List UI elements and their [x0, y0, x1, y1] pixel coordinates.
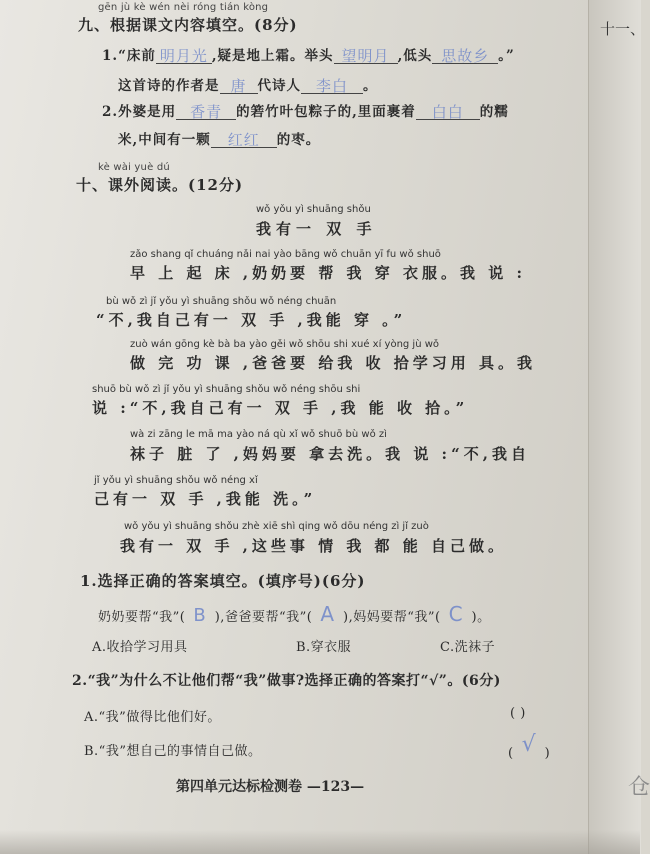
- sec9-q1-line2: [118, 74, 378, 94]
- option-c: C.洗袜子: [440, 640, 496, 655]
- answer-6: 香青: [190, 103, 223, 121]
- answer-4: 唐: [230, 77, 247, 95]
- story-line-7: 我有一 双 手 ,这些事 情 我 都 能 自己做。: [120, 537, 508, 555]
- answer-5: 李白: [315, 77, 348, 95]
- blank-6[interactable]: [176, 101, 236, 120]
- option-a: A.收拾学习用具: [92, 640, 188, 655]
- q1-line2-c: 。: [363, 78, 378, 94]
- answer-2: 望明月: [341, 47, 390, 65]
- q2-line2-a: 米,中间有一颗: [118, 132, 211, 148]
- q1-text-b: ,疑是地上霜。举头: [211, 48, 334, 64]
- checkmark-icon: √: [521, 732, 537, 757]
- answer-8: 红红: [227, 131, 260, 149]
- sec9-q2-line2: [118, 128, 320, 148]
- story-line-7-pinyin: wǒ yǒu yì shuāng shǒu zhè xiē shì qing wǒ dōu néng zì jǐ zuò: [124, 521, 429, 532]
- answer-7: 白白: [431, 103, 464, 121]
- sec10-title: 十、课外阅读。(12分): [76, 176, 244, 194]
- blank-1[interactable]: [156, 45, 212, 64]
- reading-q2: 2.“我”为什么不让他们帮“我”做事?选择正确的答案打“√”。(6分): [72, 673, 501, 689]
- q1-text-a: 1.“床前: [102, 48, 156, 64]
- reading-q1-sentence: [98, 602, 491, 626]
- paren-close: ): [544, 746, 551, 761]
- answer-1: 明月光: [159, 47, 208, 65]
- sec9-q2-line1: [102, 100, 509, 120]
- blank-4[interactable]: [220, 75, 258, 94]
- q1-sent-b: ),爸爸要帮“我”(: [214, 610, 313, 625]
- story-line-5-pinyin: wà zi zāng le mā ma yào ná qù xǐ wǒ shuō bù wǒ zì: [130, 429, 387, 440]
- story-title: 我有一 双 手: [256, 220, 377, 238]
- q1-answer-1[interactable]: B: [193, 605, 207, 626]
- option-b: B.穿衣服: [296, 640, 352, 655]
- q2-text-a: 2.外婆是用: [102, 104, 177, 120]
- story-title-pinyin: wǒ yǒu yì shuāng shǒu: [256, 204, 371, 215]
- q2-line2-b: 的枣。: [276, 132, 321, 148]
- story-line-3: 做 完 功 课 ,爸爸要 给我 收 拾学习用 具。我: [130, 354, 537, 372]
- story-line-3-pinyin: zuò wán gōng kè bà ba yào gěi wǒ shōu shi xué xí yòng jù wǒ: [130, 339, 440, 350]
- sec10-pinyin: kè wài yuè dú: [98, 162, 170, 173]
- q1-answer-3[interactable]: C: [448, 602, 464, 626]
- story-line-6: 己有一 双 手 ,我能 洗。”: [94, 490, 317, 508]
- blank-3[interactable]: [432, 45, 498, 64]
- q1-text-c: ,低头: [397, 48, 433, 64]
- blank-2[interactable]: [334, 45, 398, 64]
- story-line-5: 袜子 脏 了 ,妈妈要 拿去洗。我 说 :“不,我自: [130, 445, 530, 463]
- adjacent-page-char: 仓: [628, 775, 650, 800]
- q2-choice-b-box[interactable]: [508, 732, 551, 763]
- story-line-4-pinyin: shuō bù wǒ zì jǐ yǒu yì shuāng shǒu wǒ néng shōu shi: [92, 384, 361, 395]
- blank-7[interactable]: [416, 101, 480, 120]
- page-footer: 第四单元达标检测卷 —123—: [176, 779, 365, 795]
- q1-sent-a: 奶奶要帮“我”(: [98, 610, 186, 625]
- q2-choice-a: A.“我”做得比他们好。: [84, 710, 221, 725]
- page-bottom-shadow: [0, 830, 640, 854]
- adjacent-page-edge: [588, 0, 641, 854]
- sec9-q1-line1: [102, 44, 515, 64]
- blank-8[interactable]: [211, 129, 277, 148]
- story-line-1: 早 上 起 床 ,奶奶要 帮 我 穿 衣服。我 说 :: [130, 264, 526, 282]
- q1-sent-d: )。: [471, 610, 491, 625]
- paren-open: (: [508, 746, 514, 761]
- story-line-6-pinyin: jǐ yǒu yì shuāng shǒu wǒ néng xǐ: [94, 475, 258, 486]
- sec9-title: 九、根据课文内容填空。(8分): [78, 16, 298, 34]
- q1-line2-b: 代诗人: [257, 78, 301, 94]
- story-line-4: 说 :“不,我自己有一 双 手 ,我 能 收 拾。”: [92, 399, 469, 417]
- story-line-2: “不,我自己有一 双 手 ,我能 穿 。”: [96, 311, 407, 329]
- q1-line2-a: 这首诗的作者是: [118, 78, 220, 94]
- q2-text-b: 的箬竹叶包粽子的,里面裹着: [236, 104, 416, 120]
- story-line-2-pinyin: bù wǒ zì jǐ yǒu yì shuāng shǒu wǒ néng chuān: [106, 296, 337, 307]
- q1-sent-c: ),妈妈要帮“我”(: [343, 610, 441, 625]
- adjacent-page-heading: 十一、: [600, 20, 646, 38]
- blank-5[interactable]: [301, 75, 363, 94]
- q2-text-c: 的糯: [479, 104, 509, 120]
- reading-q1: 1.选择正确的答案填空。(填序号)(6分): [80, 572, 366, 590]
- answer-3: 思故乡: [441, 47, 490, 65]
- sec9-pinyin: gēn jù kè wén nèi róng tián kòng: [98, 2, 269, 13]
- q1-answer-2[interactable]: A: [320, 602, 335, 626]
- q2-choice-a-box[interactable]: ( ): [510, 706, 526, 721]
- q2-choice-b: B.“我”想自己的事情自己做。: [84, 744, 262, 759]
- story-line-1-pinyin: zǎo shang qǐ chuáng nǎi nai yào bāng wǒ chuān yī fu wǒ shuō: [130, 249, 441, 260]
- q1-text-d: 。”: [498, 48, 515, 64]
